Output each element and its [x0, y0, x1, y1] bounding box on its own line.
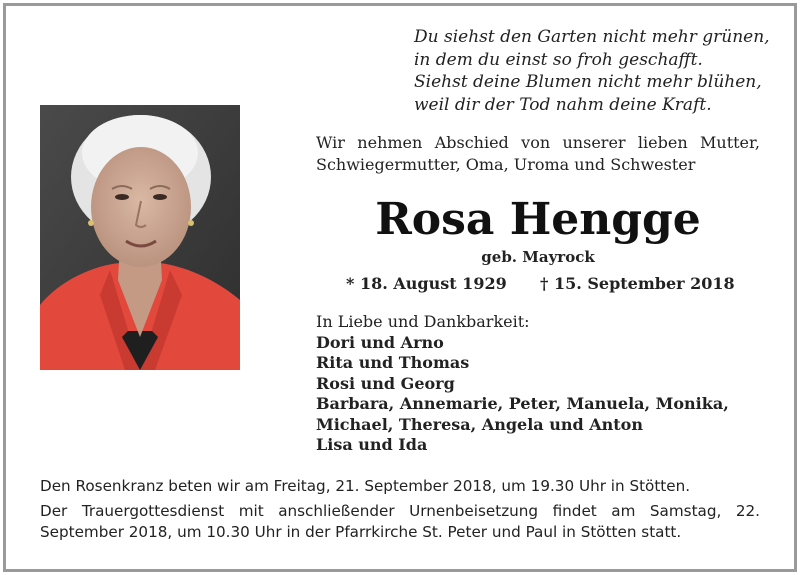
family-member: Lisa und Ida	[316, 435, 428, 454]
birth-date: * 18. August 1929	[346, 274, 507, 293]
family-list	[316, 312, 760, 456]
family-member: Barbara, Annemarie, Peter, Manuela, Monika,	[316, 394, 729, 413]
deceased-name: Rosa Hengge	[375, 194, 701, 245]
poem-line: weil dir der Tod nahm deine Kraft.	[414, 94, 712, 115]
maiden-name: geb. Mayrock	[481, 248, 595, 266]
family-member: Dori und Arno	[316, 332, 444, 352]
service-announcement: Der Trauergottesdienst mit anschließender Urnenbeisetzung findet am Samstag, 22. September 2018, um 10.30 Uhr in der Pfarrkirche St. Peter und Paul in Stötten statt.	[40, 502, 760, 541]
rosary-announcement: Den Rosenkranz beten wir am Freitag, 21. September 2018, um 19.30 Uhr in Stötten.	[40, 477, 691, 495]
death-date: † 15. September 2018	[540, 274, 735, 293]
family-member: Rosi und Georg	[316, 373, 455, 393]
intro-text: Wir nehmen Abschied von unserer lieben Mutter, Schwiegermutter, Oma, Uroma und Schwester	[316, 133, 760, 174]
poem-line: Siehst deine Blumen nicht mehr blühen,	[414, 72, 762, 92]
poem-line: Du siehst den Garten nicht mehr grünen,	[414, 27, 770, 47]
family-member: Rita und Thomas	[316, 353, 470, 372]
portrait-illustration	[40, 105, 240, 370]
poem	[414, 26, 774, 116]
poem-line: in dem du einst so froh geschafft.	[414, 49, 703, 70]
portrait-photo	[40, 105, 240, 370]
family-heading: In Liebe und Dankbarkeit:	[316, 312, 530, 331]
family-member: Michael, Theresa, Angela und Anton	[316, 414, 643, 434]
